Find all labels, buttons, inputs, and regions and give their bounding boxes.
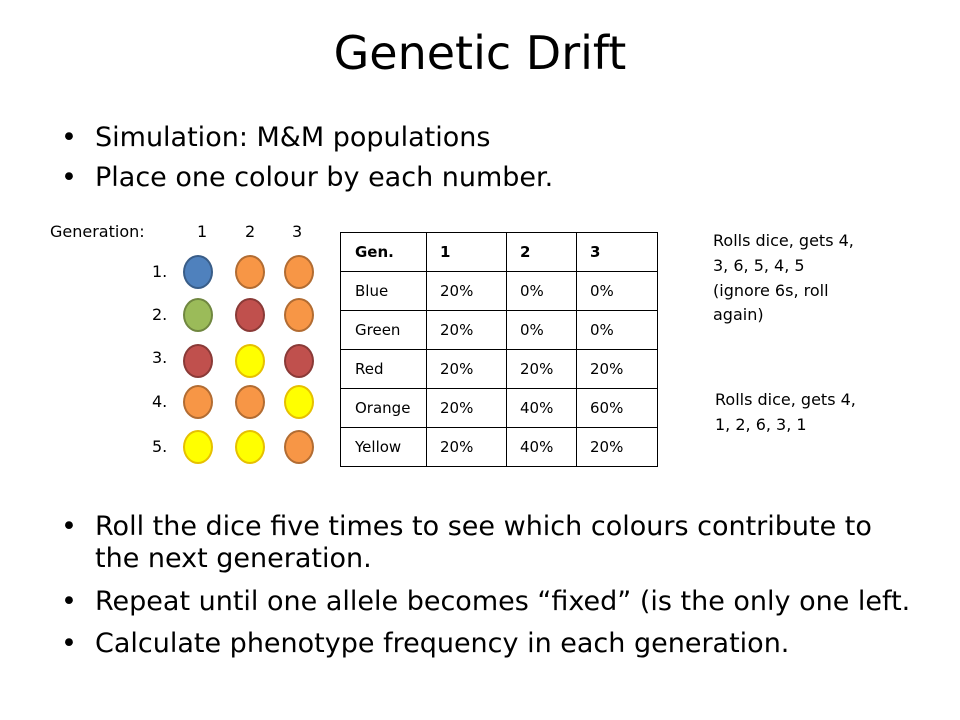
dice-roll-note-1 [713,229,854,328]
table-cell: Blue [341,272,427,311]
bullet-item [55,122,915,154]
table-row [341,311,658,350]
row-label: 2. [152,305,168,324]
generation-number: 2 [245,222,256,241]
candy-yellow-icon [284,385,314,419]
table-cell: Orange [341,389,427,428]
bullet-item [55,628,915,660]
table-cell: 0% [577,311,658,350]
note-line: (ignore 6s, roll [713,280,829,300]
table-cell: 20% [577,428,658,467]
note-line: Rolls dice, gets 4, [715,390,856,409]
table-cell: 20% [427,428,507,467]
dice-roll-note-2 [715,388,856,438]
row-label: 5. [152,437,168,456]
bullet-item [55,162,915,194]
candy-yellow-icon [183,430,213,464]
bullet-dot-icon: • [61,585,77,617]
bullet-dot-icon: • [61,122,77,153]
frequency-table [340,232,658,467]
candy-orange-icon [284,255,314,289]
candy-red-icon [183,344,213,378]
generation-number: 3 [292,222,303,241]
table-cell: 0% [577,272,658,311]
note-line: again) [713,305,764,325]
bullet-text: Roll the dice five times to see which colours contribute to the next generation. [95,511,872,575]
bullet-text: Place one colour by each number. [95,162,554,194]
candy-green-icon [183,298,213,332]
table-cell: Yellow [341,428,427,467]
table-row [341,428,658,467]
bullet-item [55,586,915,618]
note-line: 1, 2, 6, 3, 1 [715,414,807,434]
bullet-text: Simulation: M&M populations [95,122,491,153]
candy-orange-icon [183,385,213,419]
table-cell: 0% [507,272,577,311]
table-cell: 20% [427,389,507,428]
table-row [341,389,658,428]
bullet-text: Calculate phenotype frequency in each generation. [95,628,790,660]
candy-orange-icon [235,385,265,419]
table-cell: Red [341,350,427,389]
candy-yellow-icon [235,430,265,464]
slide-title: Genetic Drift [333,26,627,80]
table-row [341,272,658,311]
candy-yellow-icon [235,344,265,378]
table-cell: 60% [577,389,658,428]
table-header-cell: Gen. [341,233,427,272]
table-cell: 20% [577,350,658,389]
candy-red-icon [235,298,265,332]
bullet-item [55,511,915,576]
table-header-cell: 2 [507,233,577,272]
table-cell: 20% [427,350,507,389]
note-line: Rolls dice, gets 4, [713,231,854,250]
bullet-dot-icon: • [61,162,77,194]
candy-orange-icon [284,298,314,332]
candy-orange-icon [235,255,265,289]
bullet-dot-icon: • [61,511,77,542]
table-header-cell: 3 [577,233,658,272]
note-line: 3, 6, 5, 4, 5 [713,255,805,275]
candy-orange-icon [284,430,314,464]
bottom-bullet-list [55,511,915,671]
candy-red-icon [284,344,314,378]
candy-blue-icon [183,255,213,289]
row-label: 4. [152,392,168,411]
table-cell: 40% [507,389,577,428]
table-cell: 20% [427,311,507,350]
table-cell: 0% [507,311,577,350]
table-header-row [341,233,658,272]
generation-label: Generation: [50,222,145,241]
table-cell: 40% [507,428,577,467]
generation-number: 1 [197,222,208,241]
table-cell: 20% [507,350,577,389]
table-header-cell: 1 [427,233,507,272]
row-label: 3. [152,348,168,367]
top-bullet-list [55,122,915,203]
table-cell: 20% [427,272,507,311]
bullet-dot-icon: • [61,628,77,660]
table-cell: Green [341,311,427,350]
table-row [341,350,658,389]
row-label: 1. [152,262,168,281]
bullet-text: Repeat until one allele becomes “fixed” (is the only one left. [95,585,911,617]
